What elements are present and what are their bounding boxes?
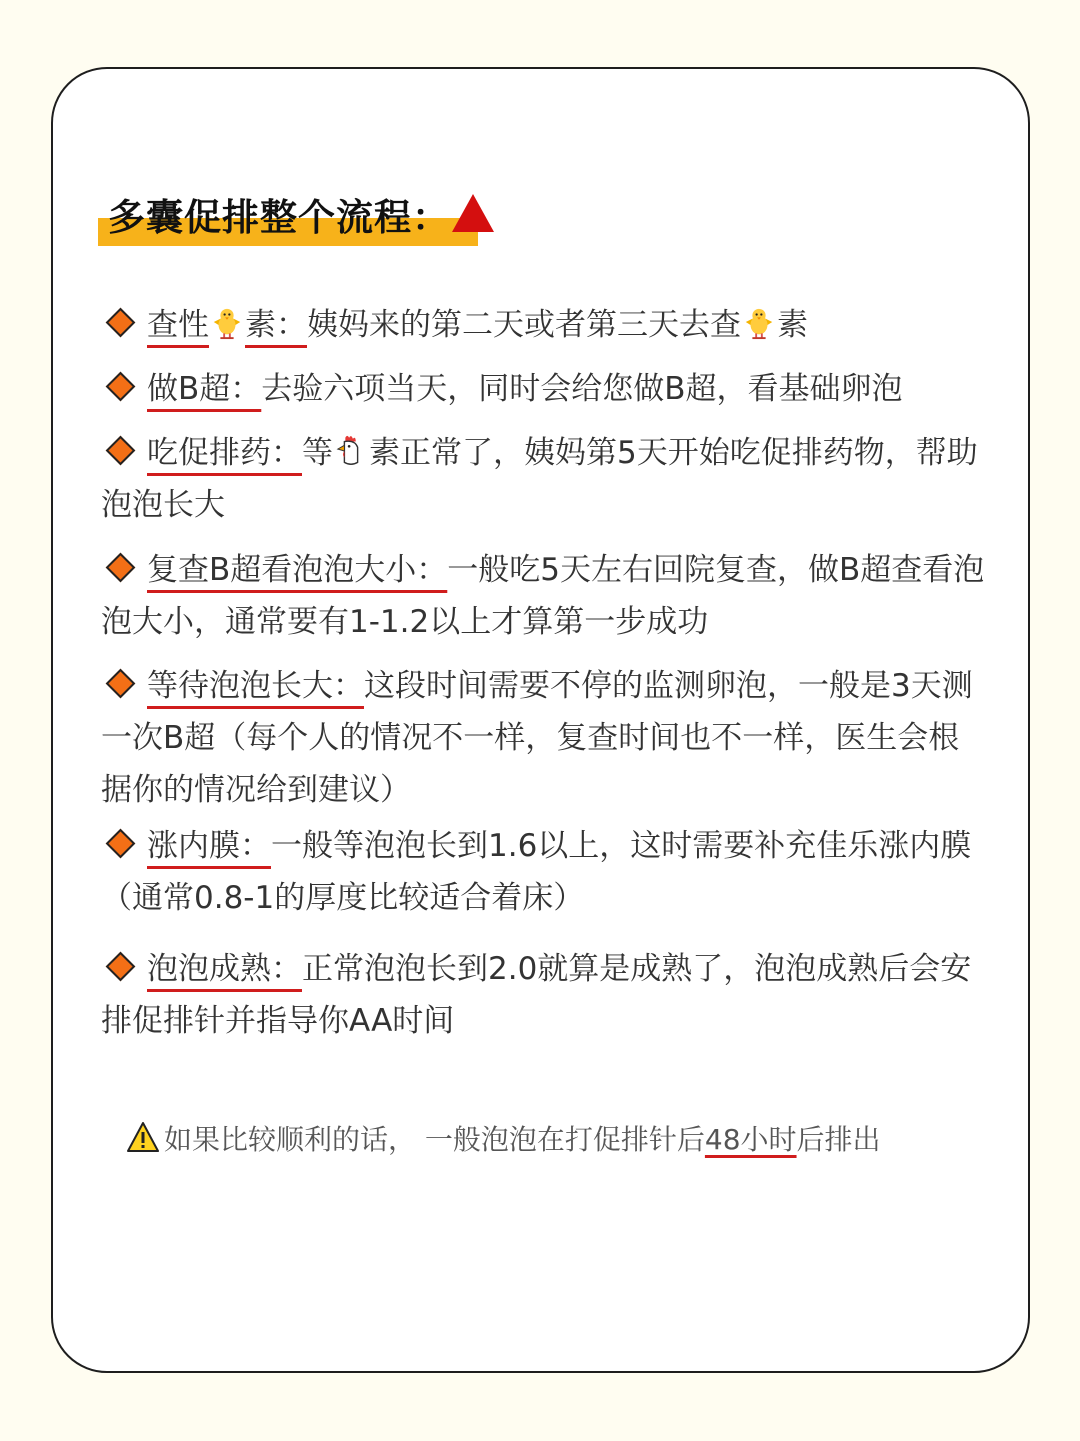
- step-label: 涨内膜：: [147, 828, 271, 864]
- red-triangle-icon: [452, 194, 494, 232]
- step-desc: 去验六项当天，同时会给您做B超，看基础卵泡: [261, 371, 903, 407]
- step-item-6: [101, 820, 986, 924]
- step-label: 泡泡成熟：: [147, 951, 302, 987]
- highlight-48h: 48小时: [704, 1123, 797, 1156]
- step-desc: 正常泡泡长到2.0就算是成熟了，泡泡成熟后会安排促排针并指导你AA时间: [101, 951, 972, 1039]
- step-item-1: 查性 素：姨妈来的第二天或者第三天去查 素: [101, 299, 986, 351]
- orange-diamond-icon: [106, 436, 136, 466]
- footer-note: 如果比较顺利的话， 一般泡泡在打促排针后48小时后排出: [126, 1119, 881, 1161]
- orange-diamond-icon: [106, 553, 136, 583]
- step-item-5: [101, 660, 986, 816]
- step-desc: 一般等泡泡长到1.6以上，这时需要补充佳乐涨内膜（通常0.8-1的厚度比较适合着床）: [101, 828, 972, 916]
- step-item-3: 吃促排药：等 素正常了，姨妈第5天开始吃促排药物，帮助泡泡长大: [101, 435, 978, 523]
- step-item-4: [101, 544, 986, 648]
- orange-diamond-icon: [106, 372, 136, 402]
- orange-diamond-icon: [106, 829, 136, 859]
- orange-diamond-icon: [106, 952, 136, 982]
- orange-diamond-icon: [106, 669, 136, 699]
- step-item-2: [101, 363, 986, 415]
- step-desc: 一般吃5天左右回院复查，做B超查看泡泡大小，通常要有1-1.2以上才算第一步成功: [101, 552, 985, 640]
- step-label: 做B超：: [147, 371, 262, 407]
- title-text: 多囊促排整个流程：: [108, 196, 450, 239]
- baby-chick-icon: [210, 306, 244, 340]
- step-label: 复查B超看泡泡大小：: [147, 552, 448, 588]
- warning-icon: [126, 1121, 160, 1153]
- orange-diamond-icon: [106, 308, 136, 338]
- step-label: 等待泡泡长大：: [147, 668, 364, 704]
- chicken-icon: [334, 434, 368, 468]
- page-title: [98, 192, 484, 252]
- step-desc: 这段时间需要不停的监测卵泡，一般是3天测一次B超（每个人的情况不一样，复查时间也不一样，医生会根据你的情况给到建议）: [101, 668, 973, 808]
- baby-chick-icon: [742, 306, 776, 340]
- step-label: 查性 素：: [147, 307, 307, 343]
- step-item-7: [101, 943, 986, 1047]
- step-label: 吃促排药：: [147, 435, 302, 471]
